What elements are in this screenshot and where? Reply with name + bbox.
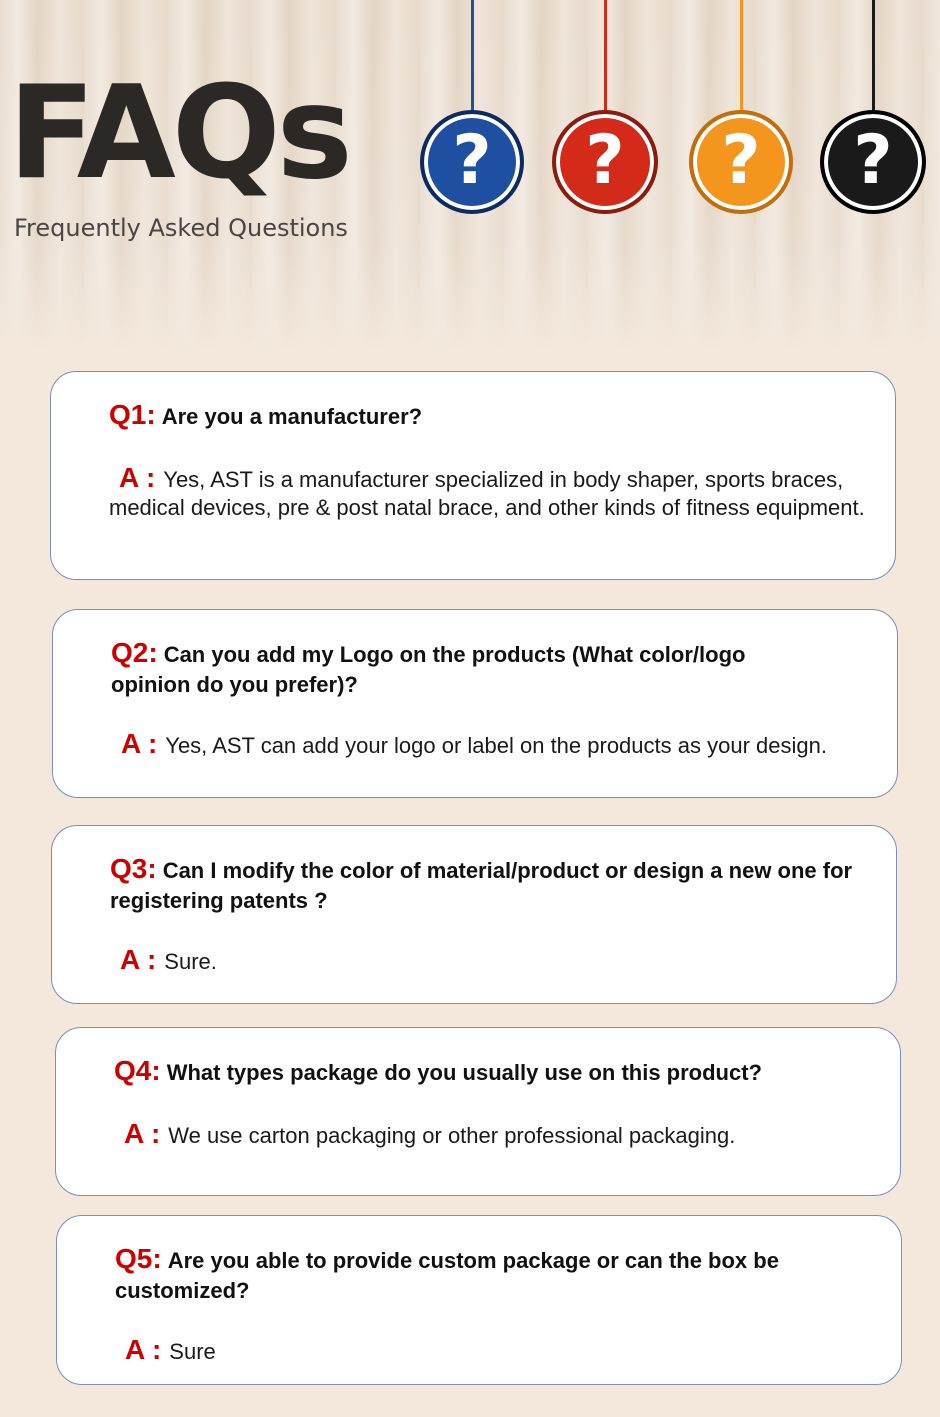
faq-question-1 — [109, 400, 869, 432]
faq-question-5 — [115, 1244, 835, 1306]
question-tag: Q2: — [111, 637, 158, 668]
faq-answer-1 — [109, 464, 869, 522]
answer-tag: A : — [120, 944, 157, 975]
question-tag: Q5: — [115, 1243, 162, 1274]
question-black-icon: ? — [820, 0, 926, 215]
question-blue-icon: ? — [420, 0, 524, 215]
faq-card-5 — [56, 1215, 902, 1385]
answer-text: Sure. — [164, 949, 217, 974]
answer-text: Yes, AST can add your logo or label on the products as your design. — [165, 733, 827, 758]
question-tag: Q1: — [109, 399, 156, 430]
question-red-icon: ? — [552, 0, 658, 215]
faq-question-3 — [110, 854, 870, 916]
answer-text: Sure — [169, 1339, 216, 1364]
answer-tag: A : — [121, 728, 158, 759]
faq-answer-3 — [110, 946, 870, 976]
page-subtitle: Frequently Asked Questions — [14, 214, 348, 242]
question-text: Are you a manufacturer? — [161, 404, 423, 429]
answer-tag: A : — [119, 462, 156, 493]
question-tag: Q3: — [110, 853, 157, 884]
question-text: Are you able to provide custom package or can the box be customized? — [115, 1248, 779, 1303]
faq-question-4 — [114, 1056, 874, 1088]
answer-tag: A : — [124, 1118, 161, 1149]
faq-card-2 — [52, 609, 898, 798]
faq-answer-4 — [114, 1120, 874, 1150]
faq-answer-2 — [111, 730, 891, 760]
answer-text: Yes, AST is a manufacturer specialized in body shaper, sports braces, medical devices, pre & post natal brace, and other kinds of fitness equipment. — [109, 467, 865, 520]
faq-header — [0, 0, 940, 352]
question-text: What types package do you usually use on this product? — [166, 1060, 762, 1085]
faq-question-2 — [111, 638, 811, 700]
question-tag: Q4: — [114, 1055, 161, 1086]
faq-card-3 — [51, 825, 897, 1004]
answer-text: We use carton packaging or other professional packaging. — [168, 1123, 736, 1148]
faq-answer-5 — [115, 1336, 875, 1366]
faq-card-1 — [50, 371, 896, 580]
question-text: Can I modify the color of material/product or design a new one for registering patents ? — [110, 858, 853, 913]
question-text: Can you add my Logo on the products (What color/logo opinion do you prefer)? — [111, 642, 746, 697]
answer-tag: A : — [125, 1334, 162, 1365]
faq-card-4 — [55, 1027, 901, 1196]
page-title: FAQs — [8, 59, 349, 208]
question-orange-icon: ? — [689, 0, 793, 215]
